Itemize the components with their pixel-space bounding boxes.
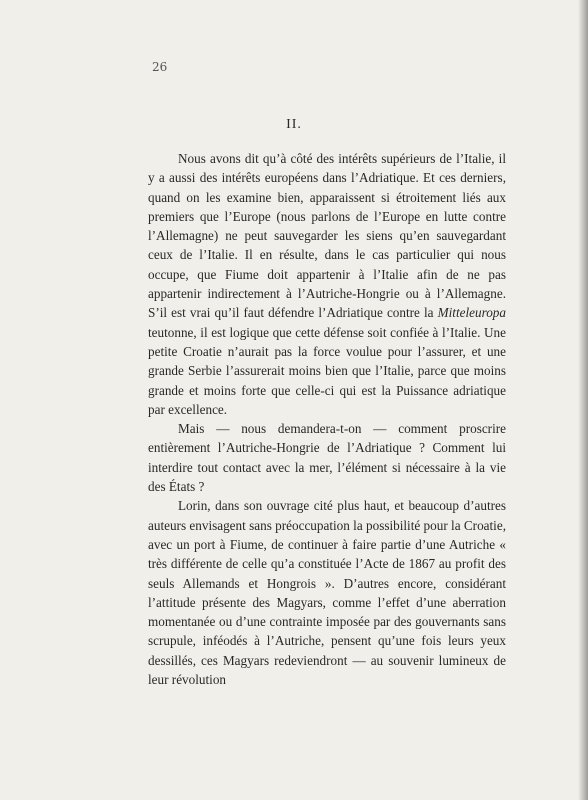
- paragraph-3: Lorin, dans son ouvrage cité plus haut, et beaucoup d’autres auteurs envisagent sans préoccupation la possibilité pour la Croatie, avec un port à Fiume, de continuer à faire partie d’une Autriche « très différente de celle qu’a constituée l’Acte de 1867 au profit des seuls Allemands et Hongrois ». D’autres encore, considérant l’attitude présente des Magyars, comme l’effet d’une aberration momentanée ou d’une contrainte imposée par des gouvernants sans scrupule, inféodés à l’Autriche, pensent qu’une fois leurs yeux dessillés, ces Magyars redeviendront — au souvenir lumineux de leur révolution: [148, 498, 506, 688]
- page-edge-shadow: [578, 0, 588, 800]
- section-heading: II.: [286, 117, 302, 132]
- paragraph-2: Mais — nous demandera-t-on — comment proscrire entièrement l’Autriche-Hongrie de l’Adriatique ? Comment lui interdire tout contact avec la mer, l’élément si nécessaire à la vie des États ?: [148, 421, 506, 495]
- paragraph-1-text-after: teutonne, il est logique que cette défense soit confiée à l’Italie. Une petite Croatie n’aurait pas la force voulue pour l’assurer, et une grande Serbie l’assurerait moins bien que l’Italie, parce que moins grande et moins forte que celle-ci qui est la Puissance adriatique par excellence.: [148, 324, 506, 417]
- body-text: [148, 149, 506, 689]
- paragraph-1-italic-term: Mitteleuropa: [437, 305, 506, 321]
- paragraph-1: [148, 149, 506, 419]
- paragraph-1-text-before: Nous avons dit qu’à côté des intérêts supérieurs de l’Italie, il y a aussi des intérêts européens dans l’Adriatique. Et ces derniers, quand on les examine bien, apparaissent si étroitement liés aux premiers que l’Europe (nous parlons de l’Europe en lutte contre l’Allemagne) ne peut sauvegarder les siens qu’en sauvegardant ceux de l’Italie. Il en résulte, dans le cas particulier qui nous occupe, que Fiume doit appartenir à l’Italie afin de ne pas appartenir indirectement à l’Autriche-Hongrie ou à l’Allemagne. S’il est vrai qu’il faut défendre l’Adriatique contre la: [148, 151, 506, 321]
- page-number: 26: [152, 60, 168, 74]
